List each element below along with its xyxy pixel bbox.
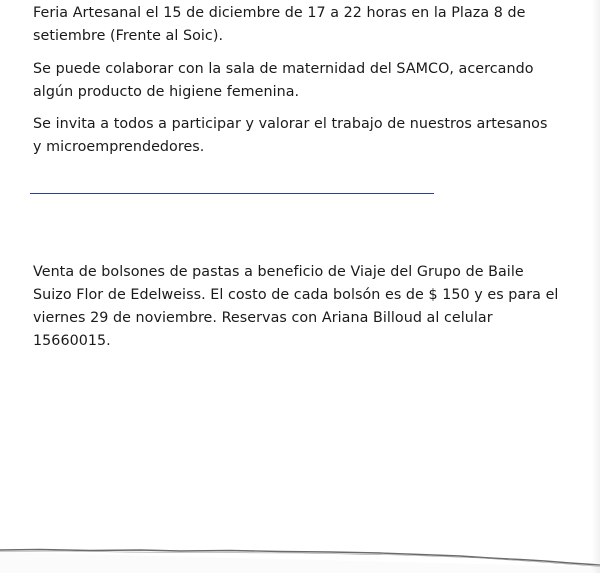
blue-divider-line	[30, 193, 434, 194]
pasta-sale-paragraph: Venta de bolsones de pastas a beneficio de Viaje del Grupo de Baile Suizo Flor de Edelweiss. El costo de cada bolsón es de $ 150 y es para el viernes 29 de noviembre. Reservas con Ariana Billoud al celular 15660015.	[33, 264, 559, 349]
page-edge-shadow	[592, 0, 600, 573]
invitation-paragraph: Se invita a todos a participar y valorar el trabajo de nuestros artesanos y microemprendedores.	[33, 116, 548, 155]
torn-paper-edge	[0, 528, 600, 573]
samco-collaboration-paragraph: Se puede colaborar con la sala de maternidad del SAMCO, acercando algún producto de higiene femenina.	[33, 61, 534, 100]
feria-artesanal-paragraph: Feria Artesanal el 15 de diciembre de 17 a 22 horas en la Plaza 8 de setiembre (Frente al Soic).	[33, 5, 526, 44]
